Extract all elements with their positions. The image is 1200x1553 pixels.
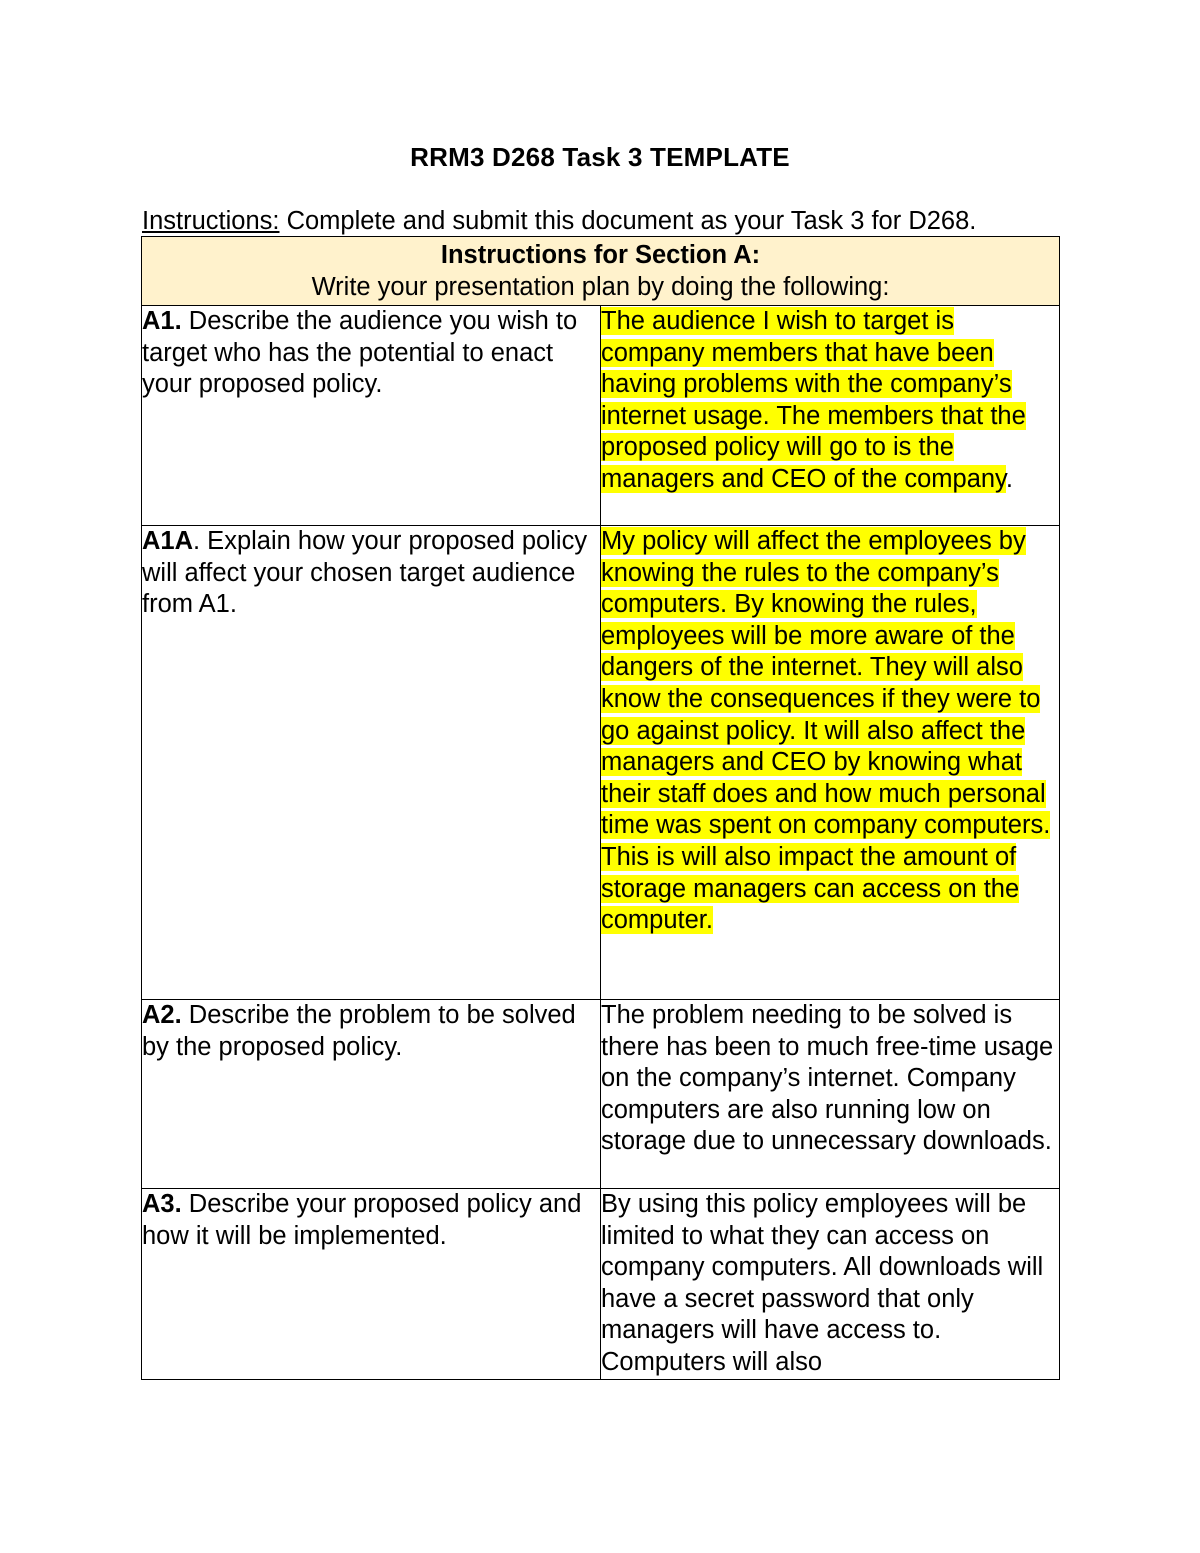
section-a-table	[141, 236, 1060, 1380]
row-prompt: Describe the audience you wish to target who has the potential to enact your proposed policy.	[142, 307, 578, 399]
answer-text: The problem needing to be solved is there has been to much free-time usage on the company’s internet. Company computers are also running low on storage due to unnecessary downloads.	[601, 1001, 1054, 1156]
instructions-label: Instructions:	[142, 207, 280, 235]
table-row-a2	[142, 1000, 1060, 1189]
section-header-title: Instructions for Section A:	[440, 241, 761, 269]
highlighted-answer: My policy will affect the employees by knowing the rules to the company’s computers. By knowing the rules, employees will be more aware of the dangers of the internet. They will also know the consequences if they were to go against policy. It will also affect the managers and CEO by knowing what their staff does and how much personal time was spent on company computers. This is will also impact the amount of storage managers can access on the computer.	[601, 527, 1051, 935]
row-code: A3.	[142, 1190, 182, 1218]
answer-text: By using this policy employees will be limited to what they can access on company computers. All downloads will have a secret password that only managers will have access to. Computers will also	[601, 1190, 1044, 1376]
prompt-cell-a1	[142, 306, 601, 526]
answer-cell-a2	[601, 1000, 1060, 1189]
answer-cell-a1a	[601, 526, 1060, 1000]
instructions-line	[142, 204, 1082, 238]
row-code: A1A	[142, 527, 194, 555]
row-prompt: . Explain how your proposed policy will affect your chosen target audience from A1.	[142, 527, 588, 619]
page-title: RRM3 D268 Task 3 TEMPLATE	[410, 142, 790, 172]
answer-tail: .	[1005, 464, 1014, 493]
prompt-cell-a2	[142, 1000, 601, 1189]
section-header-cell	[142, 237, 1060, 306]
row-code: A2.	[142, 1001, 182, 1029]
row-prompt: Describe the problem to be solved by the proposed policy.	[142, 1001, 576, 1061]
table-row-a1	[142, 306, 1060, 526]
table-row-a1a	[142, 526, 1060, 1000]
answer-cell-a3	[601, 1189, 1060, 1380]
answer-cell-a1	[601, 306, 1060, 526]
prompt-cell-a3	[142, 1189, 601, 1380]
instructions-text: Complete and submit this document as your Task 3 for D268.	[279, 207, 977, 235]
highlighted-answer: The audience I wish to target is company members that have been having problems with the company’s internet usage. The members that the proposed policy will go to is the managers and CEO of the company	[601, 307, 1026, 493]
row-prompt: Describe your proposed policy and how it will be implemented.	[142, 1190, 582, 1250]
section-header-subtitle: Write your presentation plan by doing the following:	[311, 273, 890, 301]
prompt-cell-a1a	[142, 526, 601, 1000]
row-code: A1.	[142, 307, 182, 335]
table-row-a3	[142, 1189, 1060, 1380]
section-header-row	[142, 237, 1060, 306]
